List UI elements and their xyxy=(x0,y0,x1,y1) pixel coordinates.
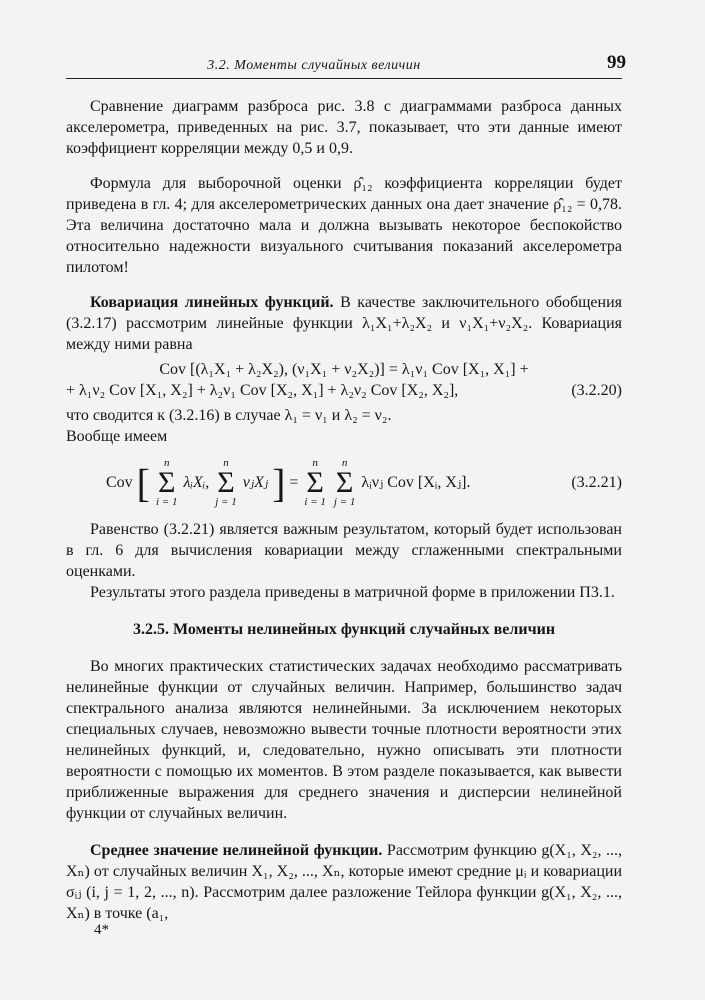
paragraph-9-heading: Среднее значение нелинейной функции. xyxy=(90,842,383,859)
sum-term-2: νⱼXⱼ xyxy=(242,474,269,491)
equation-line-1: Cov [(λ₁X₁ + λ₂X₂), (ν₁X₁ + ν₂X₂)] = λ₁ν₁ Cov [X₁, X₁] + xyxy=(159,361,529,378)
equation-21-rhs: λᵢνⱼ Cov [Xᵢ, Xⱼ]. xyxy=(361,474,471,491)
paragraph-8: Во многих практических статистических задачах необходимо рассматривать нелинейные функции от случайных величин. Например, большинство задач спектрального анализа являются нелинейными. За исключением некоторых специальных случаев, невозможно вывести точные плотности вероятности этих нелинейных функций, и, следовательно, нужно описывать эти плотности вероятности с помощью их моментов. В этом разделе показывается, как вывести приближенные выражения для среднего значения и дисперсии нелинейной функции от случайных величин. xyxy=(66,658,622,822)
page-body xyxy=(66,96,622,924)
equation-21-lhs: Cov [ n Σ i = 1 λᵢXᵢ, n Σ j = 1 νⱼXⱼ ] = n Σ i = 1 n Σ j = 1 λᵢνⱼ Cov [Xᵢ, Xⱼ]. xyxy=(106,457,471,509)
paragraph-2: Формула для выборочной оценки ρ̂₁₂ коэффициента корреляции будет приведена в гл. 4; для акселерометрических данных она дает значение ρ̂₁₂ = 0,78. Эта величина достаточно мала и должна вызывать некоторое беспокойство относительно надежности визуального считывания показаний акселерометра пилотом! xyxy=(66,175,622,276)
sum-i: n Σ i = 1 xyxy=(156,457,178,509)
paragraph-9 xyxy=(66,840,622,924)
paragraph-6: Равенство (3.2.21) является важным результатом, который будет использован в гл. 6 для вычисления ковариации между сглаженными спектральными оценками. xyxy=(66,521,622,580)
paragraph-9-text: Рассмотрим функцию g(X₁, X₂, ..., Xₙ) от случайных величин X₁, X₂, ..., Xₙ, которые имеют средние μᵢ и ковариации σᵢⱼ (i, j = 1, 2, ..., n). Рассмотрим далее разложение Тейлора функции g(X₁, X₂, ..., Xₙ) в точке (a₁, xyxy=(66,842,623,922)
signature-mark: 4* xyxy=(94,922,109,938)
equation-number-20: (3.2.20) xyxy=(571,382,622,399)
paragraph-3 xyxy=(66,292,622,355)
section-title: 3.2.5. Моменты нелинейных функций случайных величин xyxy=(132,621,556,638)
equation-3-2-21 xyxy=(66,451,622,515)
sum-j: n Σ j = 1 xyxy=(215,457,237,509)
paragraph-4: что сводится к (3.2.16) в случае λ₁ = ν₁ и λ₂ = ν₂. xyxy=(66,407,392,424)
equation-line-2-text: + λ₁ν₂ Cov [X₁, X₂] + λ₂ν₁ Cov [X₂, X₁] + λ₂ν₂ Cov [X₂, X₂], xyxy=(66,382,459,399)
left-bracket: [ xyxy=(136,460,150,506)
equation-number-21: (3.2.21) xyxy=(571,474,622,491)
paragraph-3-heading: Ковариация линейных функций. xyxy=(90,294,334,311)
sum-j-rhs: n Σ j = 1 xyxy=(333,457,356,509)
cov-label: Cov xyxy=(106,474,133,491)
paragraph-7: Результаты этого раздела приведены в матричной форме в приложении П3.1. xyxy=(90,584,615,601)
running-title: 3.2. Моменты случайных величин xyxy=(207,58,421,73)
paragraph-5: Вообще имеем xyxy=(66,428,168,445)
page-number: 99 xyxy=(607,52,626,73)
equation-line-2 xyxy=(66,380,622,401)
sum-i-rhs: n Σ i = 1 xyxy=(304,457,326,509)
paragraph-1: Сравнение диаграмм разброса рис. 3.8 с диаграммами разброса данных акселерометра, приведенных на рис. 3.7, показывает, что эти данные имеют коэффициент корреляции между 0,5 и 0,9. xyxy=(66,98,622,157)
running-header xyxy=(66,52,626,79)
equation-3-2-20 xyxy=(66,359,622,401)
paragraph-3-text: В качестве заключительного обобщения (3.2.17) рассмотрим линейные функции λ₁X₁+λ₂X₂ и ν₁X₁+ν₂X₂. Ковариация между ними равна xyxy=(66,294,622,353)
sum-term-1: λᵢXᵢ, xyxy=(183,474,210,491)
right-bracket: ] xyxy=(272,460,286,506)
